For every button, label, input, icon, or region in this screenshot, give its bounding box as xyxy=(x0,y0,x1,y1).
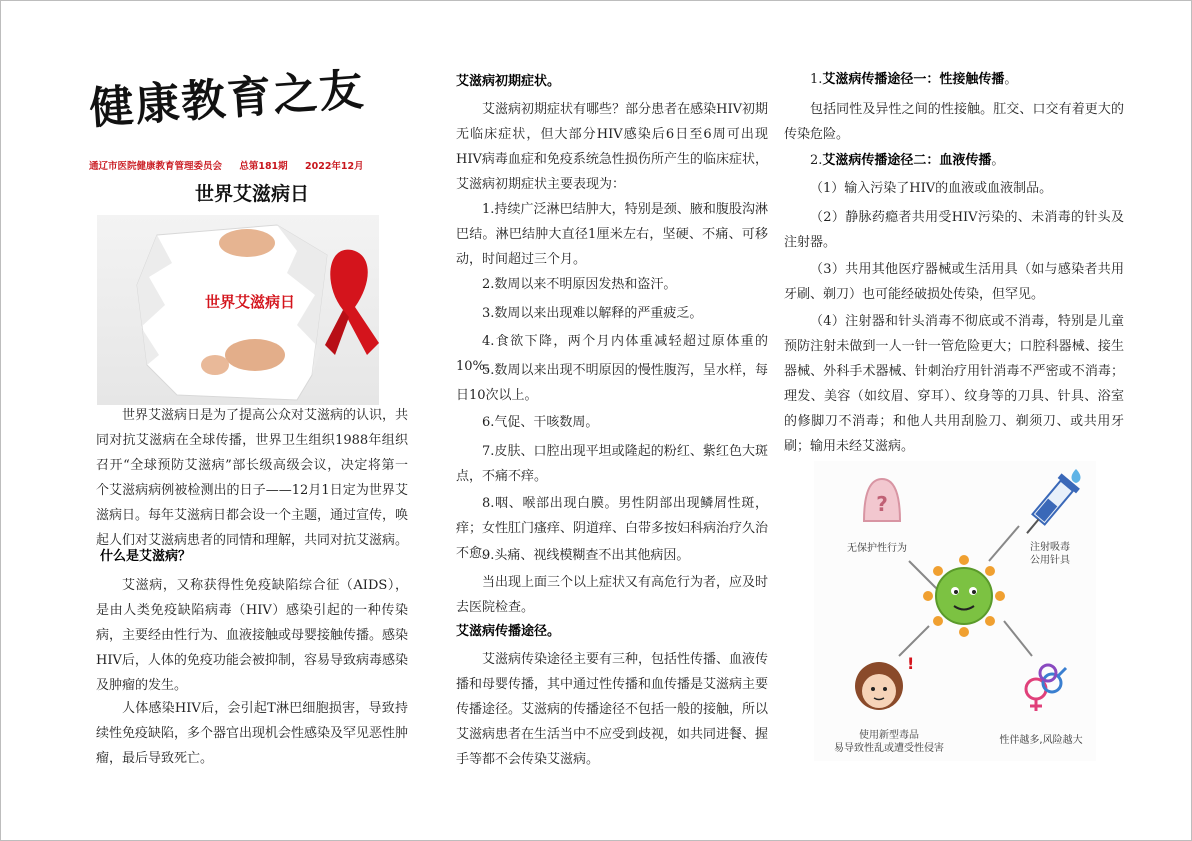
finger-bottom xyxy=(201,355,229,375)
route2-title: 艾滋病传播途径二：血液传播 xyxy=(822,153,992,168)
hero-image xyxy=(97,215,379,405)
transmission-heading: 艾滋病传播途径。 xyxy=(456,624,561,639)
hand-bottom xyxy=(225,339,285,371)
route2-number: 2. xyxy=(810,153,823,168)
symptom-item: 9.头痛、视线模糊查不出其他病因。 xyxy=(482,548,690,563)
what-is-heading: 什么是艾滋病？ xyxy=(100,549,192,564)
blood-item: （1）输入污染了HIV的血液或血液制品。 xyxy=(810,181,1053,196)
gender-symbols-icon xyxy=(1026,665,1066,711)
intro-paragraph: 世界艾滋病日是为了提高公众对艾滋病的认识，共同对抗艾滋病在全球传播，世界卫生组织1988年组织召开“全球预防艾滋病”部长级高级会议，决定将第一个艾滋病病例被检测出的日子——12月1日定为世界艾滋病日。每年艾滋病日都会设一个主题，通过宣传，唤起人们对艾滋病患者的同情和理解，共同对抗艾滋病。 xyxy=(96,408,409,548)
symptoms-heading: 艾滋病初期症状。 xyxy=(456,74,561,89)
symptom-item: 1.持续广泛淋巴结肿大，特别是颈、腋和腹股沟淋巴结。淋巴结肿大直径1厘米左右，坚硬、不痛、可移动，时间超过三个月。 xyxy=(456,202,768,267)
transmission-intro: 艾滋病传染途径主要有三种，包括性传播、血液传播和母婴传播，其中通过性传播和血传播是艾滋病主要传播途径。艾滋病的传播途径不包括一般的接触，所以艾滋病患者在生活当中不应受到歧视，如共同进餐、握手等都不会传染艾滋病。 xyxy=(456,652,769,767)
label-unprotected-sex: 无保护性行为 xyxy=(847,543,907,554)
issue-date: 2022年12月 xyxy=(304,161,364,172)
blood-item: （2）静脉药瘾者共用受HIV污染的、未消毒的针头及注射器。 xyxy=(784,210,1124,250)
route2-heading xyxy=(784,148,1124,173)
label-more-partners: 性伴越多,风险越大 xyxy=(999,735,1083,746)
red-ribbon-tail-icon xyxy=(325,310,349,355)
virus-icon xyxy=(923,555,1005,637)
connector-line xyxy=(1004,621,1032,656)
connector-line xyxy=(909,561,939,591)
symptom-item: 7.皮肤、口腔出现平坦或隆起的粉红、紫红色大斑点，不痛不痒。 xyxy=(456,444,768,484)
symptom-item: 8.咽、喉部出现白膜。男性阴部出现鳞屑性斑，痒；女性肛门瘙痒、阴道痒、白带多按妇科病治疗久治不愈。 xyxy=(456,496,769,561)
syringe-icon xyxy=(1018,473,1080,541)
issue-number: 总第181期 xyxy=(239,161,288,172)
symptom-item: 3.数周以来出现难以解释的严重疲乏。 xyxy=(482,306,703,321)
route1-title-end: 。 xyxy=(1004,72,1018,87)
blood-item: （4）注射器和针头消毒不彻底或不消毒，特别是儿童预防注射未做到一人一针一管危险更大；口腔科器械、接生器械、外科手术器械、针刺治疗用针消毒不严密或不消毒；理发、美容（如纹眉、穿耳）、纹身等的刀具、针具、浴室的修脚刀不消毒；和他人共用刮脸刀、剃须刀、或共用牙刷；输用未经艾滋病。 xyxy=(784,314,1124,454)
drop-icon xyxy=(1072,469,1081,483)
route1-text: 包括同性及异性之间的性接触。肛交、口交有着更大的传染危险。 xyxy=(784,102,1124,142)
symptoms-closing: 当出现上面三个以上症状又有高危行为者，应及时去医院检查。 xyxy=(456,575,769,615)
masthead-title: 健康教育之友 xyxy=(87,64,367,135)
label-new-drugs: 使用新型毒品 易导致性乱或遭受性侵害 xyxy=(834,730,944,754)
route1-title: 艾滋病传播途径一：性接触传播 xyxy=(822,72,1005,87)
symptom-item: 6.气促、干咳数周。 xyxy=(482,415,599,430)
issue-line xyxy=(89,158,409,172)
label-shared-needles: 注射吸毒 公用针具 xyxy=(1030,542,1070,566)
symptoms-intro: 艾滋病初期症状有哪些？部分患者在感染HIV初期无临床症状，但大部分HIV感染后6日至6周可出现HIV病毒血症和免疫系统急性损伤所产生的临床症状，艾滋病初期症状主要表现为： xyxy=(456,102,768,192)
connector-line xyxy=(899,626,929,656)
route2-title-end: 。 xyxy=(991,153,1005,168)
hero-overlay-text: 世界艾滋病日 xyxy=(205,293,296,311)
issue-publisher: 通辽市医院健康教育管理委员会 xyxy=(89,161,223,172)
symptom-item: 2.数周以来不明原因发热和盗汗。 xyxy=(482,277,677,292)
route1-number: 1. xyxy=(810,72,823,87)
what-is-para1: 艾滋病，又称获得性免疫缺陷综合征（AIDS），是由人类免疫缺陷病毒（HIV）感染引起的一种传染病，主要经由性行为、血液接触或母婴接触传播。感染HIV后，人体的免疫功能会被抑制，容易导致病毒感染及肿瘤的发生。 xyxy=(96,578,409,693)
illustration-svg xyxy=(814,461,1096,761)
girl-icon xyxy=(855,654,914,710)
hand-top xyxy=(219,229,275,257)
symptom-item: 4.食欲下降，两个月内体重减轻超过原体重的10%。 xyxy=(456,334,768,374)
symptom-item: 5.数周以来出现不明原因的慢性腹泻，呈水样，每日10次以上。 xyxy=(456,363,768,403)
page-title: 世界艾滋病日 xyxy=(194,183,309,205)
condom-question-mark: ? xyxy=(876,492,888,516)
blood-item: （3）共用其他医疗器械或生活用具（如与感染者共用牙刷、剃刀）也可能经破损处传染，但罕见。 xyxy=(784,262,1124,302)
route1-heading xyxy=(784,67,1124,92)
alert-mark: ! xyxy=(907,654,915,673)
hero-illustration xyxy=(97,215,379,405)
what-is-para2: 人体感染HIV后，会引起T淋巴细胞损害，导致持续性免疫缺陷，多个器官出现机会性感染及罕见恶性肿瘤，最后导致死亡。 xyxy=(96,701,409,766)
transmission-illustration xyxy=(814,461,1096,761)
